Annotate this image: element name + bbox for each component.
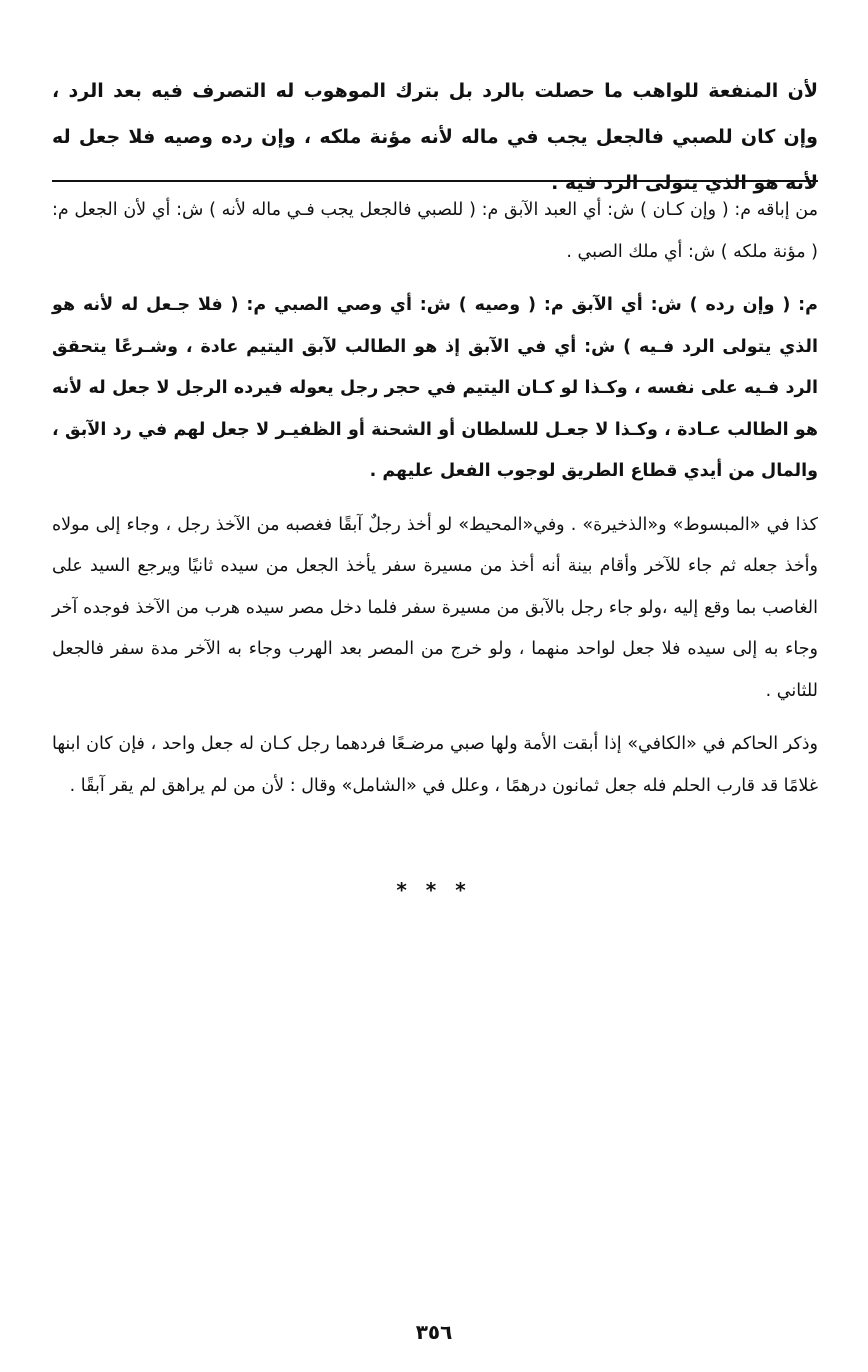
commentary-paragraph-2: م: ( وإن رده ) ش: أي الآبق م: ( وصيه ) ش: أي وصي الصبي م: ( فلا جـعل له لأنه هو الذي يتولى الرد فـيه ) ش: أي في الآبق إذ هو الطالب لآبق اليتيم عادة ، وشـرعًا يتحقق الرد فـيه على نفسه ، وكـذا لو كـان اليتيم في حجر رجل يعوله فيرده الرجل لا جعل له لأنه هو الطالب عـادة ، وكـذا لا جعـل للسلطان أو الشحنة أو الظفيـر لا جعل لهم في رد الآبق ، والمال من أيدي قطاع الطريق لوجوب الفعل عليهم . [52,295,818,481]
main-text-paragraph: لأن المنفعة للواهب ما حصلت بالرد بل بترك الموهوب له التصرف فيه بعد الرد ، وإن كان للصبي فالجعل يجب في ماله لأنه مؤنة ملكه ، وإن رده وصيه فلا جعل له لأنه هو الذي يتولى الرد فيه . [52,80,818,194]
commentary-block [52,190,818,819]
commentary-paragraph-1: من إباقه م: ( وإن كـان ) ش: أي العبد الآبق م: ( للصبي فالجعل يجب فـي ماله لأنه ) ش: أي لأن الجعل م: ( مؤنة ملكه ) ش: أي ملك الصبي . [52,200,818,262]
section-separator: * * * [396,878,472,902]
divider-line [52,180,818,182]
page-number: ٣٥٦ [415,1320,453,1344]
commentary-paragraph-3: كذا في «المبسوط» و«الذخيرة» . وفي«المحيط» لو أخذ رجلٌ آبقًا فغصبه من الآخذ رجل ، وجاء إلى مولاه وأخذ جعله ثم جاء للآخر وأقام بينة أنه أخذ من مسيرة سفر يأخذ الجعل من سيده ثانيًا ويرجع السيد على الغاصب بما وقع إليه ،ولو جاء رجل بالآبق من مسيرة سفر فلما دخل مصر سيده هرب من الآخذ فوجده آخر وجاء به إلى سيده فلا جعل لواحد منهما ، ولو خرج من المصر بعد الهرب وجاء به الآخر مدة سفر فالجعل للثاني . [52,514,818,701]
commentary-paragraph-4: وذكر الحاكم في «الكافي» إذا أبقت الأمة ولها صبي مرضـعًا فردهما رجل كـان له جعل واحد ، فإن كان ابنها غلامًا قد قارب الحلم فله جعل ثمانون درهمًا ، وعلل في «الشامل» وقال : لأن من لم يراهق لم يقر آبقًا . [52,734,818,796]
main-text-block [52,68,818,206]
main-text [52,68,818,206]
